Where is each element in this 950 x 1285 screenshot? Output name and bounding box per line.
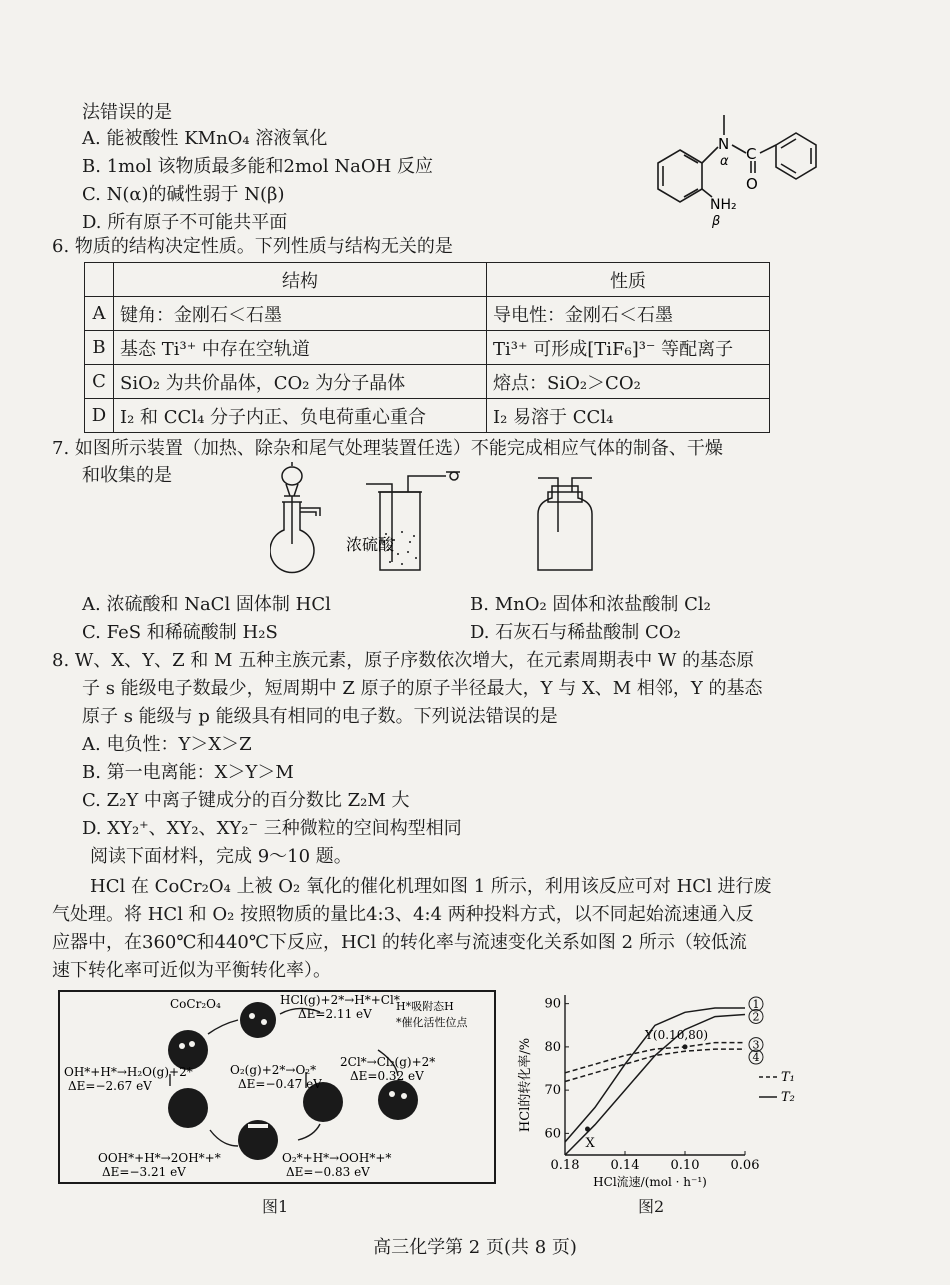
step2-equation: 2Cl*→Cl₂(g)+2* bbox=[340, 1055, 436, 1069]
table-row: A 键角：金刚石＜石墨 导电性：金刚石＜石墨 bbox=[85, 297, 770, 331]
y-tick-label: 60 bbox=[544, 1126, 561, 1142]
q6-table bbox=[84, 262, 770, 433]
step5-equation: OOH*+H*→2OH*+* bbox=[98, 1151, 221, 1165]
q8-option-c: C. Z₂Y 中离子键成分的百分数比 Z₂M 大 bbox=[82, 790, 410, 811]
q7-stem-line1: 7. 如图所示装置（加热、除杂和尾气处理装置任选）不能完成相应气体的制备、干燥 bbox=[52, 438, 723, 459]
x-tick-label: 0.06 bbox=[730, 1158, 760, 1173]
step4-equation: O₂*+H*→OOH*+* bbox=[282, 1151, 392, 1165]
q8-option-b: B. 第一电离能：X＞Y＞M bbox=[82, 762, 294, 783]
beta-label: β bbox=[712, 214, 721, 229]
header-property: 性质 bbox=[487, 263, 770, 297]
series-line-3 bbox=[565, 1043, 745, 1073]
q7-option-d: D. 石灰石与稀盐酸制 CO₂ bbox=[470, 622, 681, 643]
q5-option-a: A. 能被酸性 KMnO₄ 溶液氧化 bbox=[82, 128, 328, 149]
gas-collection-bottle bbox=[538, 486, 592, 570]
alpha-label: α bbox=[720, 154, 729, 169]
catalyst-site-lower-left bbox=[168, 1088, 208, 1128]
y-tick-label: 80 bbox=[544, 1039, 561, 1055]
q8-stem-line1: 8. W、X、Y、Z 和 M 五种主族元素，原子序数依次增大，在元素周期表中 W 的基态原 bbox=[52, 650, 755, 671]
step1-equation: HCl(g)+2*→H*+Cl* bbox=[280, 993, 400, 1007]
q7-option-c: C. FeS 和稀硫酸制 H₂S bbox=[82, 622, 278, 643]
passage-intro: 阅读下面材料，完成 9～10 题。 bbox=[90, 846, 352, 867]
header-structure: 结构 bbox=[114, 263, 487, 297]
carbonyl-c-atom: C bbox=[746, 145, 757, 163]
legend-active-site: *催化活性位点 bbox=[396, 1016, 468, 1029]
table-header-row bbox=[85, 263, 770, 297]
passage-line1: HCl 在 CoCr₂O₄ 上被 O₂ 氧化的催化机理如图 1 所示，利用该反应可对 HCl 进行废 bbox=[90, 876, 772, 897]
wash-bottle bbox=[380, 492, 420, 570]
legend-t1-label: T₁ bbox=[781, 1070, 795, 1085]
x-axis-label: HCl流速/(mol · h⁻¹) bbox=[593, 1175, 707, 1189]
legend-t2-label: T₂ bbox=[781, 1090, 795, 1105]
y-tick-label: 70 bbox=[544, 1083, 561, 1099]
step5-energy: ΔE=−3.21 eV bbox=[102, 1165, 186, 1179]
step6-energy: ΔE=−2.67 eV bbox=[68, 1079, 152, 1093]
page-footer: 高三化学第 2 页(共 8 页) bbox=[373, 1237, 577, 1258]
step6-equation: OH*+H*→H₂O(g)+2* bbox=[64, 1065, 193, 1079]
catalyst-site-top bbox=[240, 1002, 276, 1038]
series-label-1: 1 bbox=[752, 997, 760, 1011]
nh2-group: NH₂ bbox=[710, 197, 737, 213]
concentrated-sulfuric-acid-label: 浓硫酸 bbox=[346, 535, 395, 554]
passage-line2: 气处理。将 HCl 和 O₂ 按照物质的量比4:3、4:4 两种投料方式，以不同起始流速通入反 bbox=[52, 904, 754, 925]
legend-adsorbed-h: H*吸附态H bbox=[396, 1000, 454, 1013]
x-tick-label: 0.14 bbox=[610, 1158, 640, 1173]
q6-stem: 6. 物质的结构决定性质。下列性质与结构无关的是 bbox=[52, 236, 453, 257]
table-row: C SiO₂ 为共价晶体，CO₂ 为分子晶体 熔点：SiO₂＞CO₂ bbox=[85, 365, 770, 399]
q5-molecule-structure bbox=[640, 105, 850, 230]
point-y-marker bbox=[683, 1044, 688, 1049]
q7-option-a: A. 浓硫酸和 NaCl 固体制 HCl bbox=[82, 594, 331, 615]
point-x-marker bbox=[585, 1127, 590, 1132]
table-row: D I₂ 和 CCl₄ 分子内正、负电荷重心重合 I₂ 易溶于 CCl₄ bbox=[85, 399, 770, 433]
table-row: B 基态 Ti³⁺ 中存在空轨道 Ti³⁺ 可形成[TiF₆]³⁻ 等配离子 bbox=[85, 331, 770, 365]
step2-energy: ΔE=0.32 eV bbox=[350, 1069, 424, 1083]
carbonyl-o-atom: O bbox=[746, 175, 758, 193]
point-x-label: X bbox=[585, 1136, 595, 1152]
q8-stem-line3: 原子 s 能级与 p 能级具有相同的电子数。下列说法错误的是 bbox=[82, 706, 558, 727]
q5-option-b: B. 1mol 该物质最多能和2mol NaOH 反应 bbox=[82, 156, 434, 177]
passage-line4: 速下转化率可近似为平衡转化率）。 bbox=[52, 960, 331, 981]
step1-energy: ΔE=2.11 eV bbox=[298, 1007, 372, 1021]
step4-energy: ΔE=−0.83 eV bbox=[286, 1165, 370, 1179]
catalyst-site-right bbox=[378, 1080, 418, 1120]
q8-option-a: A. 电负性：Y＞X＞Z bbox=[82, 734, 252, 755]
q8-option-d: D. XY₂⁺、XY₂、XY₂⁻ 三种微粒的空间构型相同 bbox=[82, 818, 462, 839]
series-label-2: 2 bbox=[752, 1010, 760, 1024]
y-axis-label: HCl的转化率/% bbox=[518, 1037, 533, 1133]
series-label-4: 4 bbox=[752, 1051, 760, 1065]
q5-option-d: D. 所有原子不可能共平面 bbox=[82, 212, 288, 233]
series-label-3: 3 bbox=[752, 1038, 760, 1052]
x-tick-label: 0.18 bbox=[550, 1158, 580, 1173]
x-tick-label: 0.10 bbox=[670, 1158, 700, 1173]
fig2-caption: 图2 bbox=[638, 1197, 665, 1216]
passage-line3: 应器中，在360℃和440℃下反应，HCl 的转化率与流速变化关系如图 2 所示（较低流 bbox=[52, 932, 747, 953]
step3-energy: ΔE=−0.47 eV bbox=[238, 1077, 322, 1091]
q7-apparatus-diagram bbox=[270, 462, 610, 582]
q8-stem-line2: 子 s 能级电子数最少，短周期中 Z 原子的原子半径最大，Y 与 X、M 相邻，Y 的基态 bbox=[82, 678, 763, 699]
step3-equation: O₂(g)+2*→O₂* bbox=[230, 1063, 317, 1077]
catalyst-site-upper-left bbox=[168, 1030, 208, 1070]
y-tick-label: 90 bbox=[544, 996, 561, 1012]
q7-option-b: B. MnO₂ 固体和浓盐酸制 Cl₂ bbox=[470, 594, 711, 615]
n-alpha-atom: N bbox=[718, 135, 730, 153]
q7-stem-line2: 和收集的是 bbox=[82, 465, 172, 486]
fig1-caption: 图1 bbox=[262, 1197, 289, 1216]
point-y-label: Y(0.10,80) bbox=[645, 1027, 709, 1042]
fig1-mechanism-diagram bbox=[58, 990, 496, 1184]
fig2-conversion-chart bbox=[515, 985, 815, 1190]
q5-stem-tail: 法错误的是 bbox=[82, 102, 172, 123]
separating-funnel bbox=[282, 467, 302, 485]
catalyst-label: CoCr₂O₄ bbox=[170, 997, 221, 1011]
q5-option-c: C. N(α)的碱性弱于 N(β) bbox=[82, 184, 285, 205]
